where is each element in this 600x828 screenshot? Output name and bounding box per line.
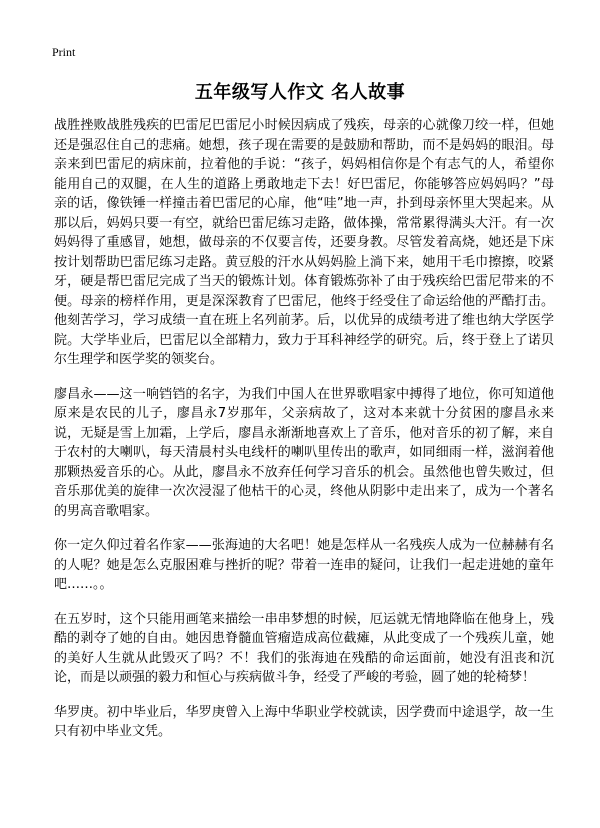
article-body xyxy=(54,116,554,757)
paragraph-hua-luogeng: 华罗庚。初中毕业后，华罗庚曾入上海中华职业学校就读，因学费而中途退学，故一生只有初中毕业文凭。 xyxy=(54,704,554,739)
paragraph-zhang-haidi-intro: 你一定久仰过着名作家——张海迪的大名吧！她是怎样从一名残疾人成为一位赫赫有名的人呢？她是怎么克服困难与挫折的呢？带着一连串的疑问，让我们一起走进她的童年吧……。。 xyxy=(54,538,554,592)
paragraph-liao-changyong: 廖昌永——这一响铛铛的名字，为我们中国人在世界歌唱家中搏得了地位，你可知道他原来是农民的儿子，廖昌永7岁那年，父亲病故了，这对本来就十分贫困的廖昌永来说，无疑是雪上加霜，上学后，廖昌永渐渐地喜欢上了音乐，他对音乐的初了解，来自于农村的大喇叭，每天清晨村头电线杆的喇叭里传出的歌声，如同细雨一样，滋润着他那颗热爱音乐的心。从此，廖昌永不放弃任何学习音乐的机会。虽然他也曾失败过，但音乐那优美的旋律一次次浸湿了他枯干的心灵，终他从阴影中走出来了，成为一个著名的男高音歌唱家。 xyxy=(54,386,554,519)
paragraph-zhang-haidi-story: 在五岁时，这个只能用画笔来描绘一串串梦想的时候，厄运就无情地降临在他身上，残酷的剥夺了她的自由。她因患脊髓血管瘤造成高位截瘫，从此变成了一个残疾儿童，她的美好人生就从此毁灭了吗？不！我们的张海迪在残酷的命运面前，她没有沮丧和沉论，而是以顽强的毅力和恒心与疾病做斗争，经受了严峻的考验，圆了她的轮椅梦！ xyxy=(54,611,554,685)
paragraph-barany: 战胜挫败战胜残疾的巴雷尼巴雷尼小时候因病成了残疾，母亲的心就像刀绞一样，但她还是强忍住自己的悲痛。她想，孩子现在需要的是鼓励和帮助，而不是妈妈的眼泪。母亲来到巴雷尼的病床前，拉着他的手说：“孩子，妈妈相信你是个有志气的人，希望你能用自己的双腿，在人生的道路上勇敢地走下去！好巴雷尼，你能够答应妈妈吗？”母亲的话，像铁锤一样撞击着巴雷尼的心扉，他“哇”地一声，扑到母亲怀里大哭起来。从那以后，妈妈只要一有空，就给巴雷尼练习走路，做体操，常常累得满头大汗。有一次妈妈得了重感冒，她想，做母亲的不仅要言传，还要身教。尽管发着高烧，她还是下床按计划帮助巴雷尼练习走路。黄豆般的汗水从妈妈脸上淌下来，她用干毛巾擦擦，咬紧牙，硬是帮巴雷尼完成了当天的锻炼计划。体育锻炼弥补了由于残疾给巴雷尼带来的不便。母亲的榜样作用，更是深深教育了巴雷尼，他终于经受住了命运给他的严酷打击。他刻苦学习，学习成绩一直在班上名列前茅。后，以优异的成绩考进了维也纳大学医学院。大学毕业后，巴雷尼以全部精力，致力于耳科神经学的研究。后，终于登上了诺贝尔生理学和医学奖的领奖台。 xyxy=(54,118,554,367)
print-link[interactable]: Print xyxy=(52,45,76,59)
article-title: 五年级写人作文 名人故事 xyxy=(194,82,406,103)
